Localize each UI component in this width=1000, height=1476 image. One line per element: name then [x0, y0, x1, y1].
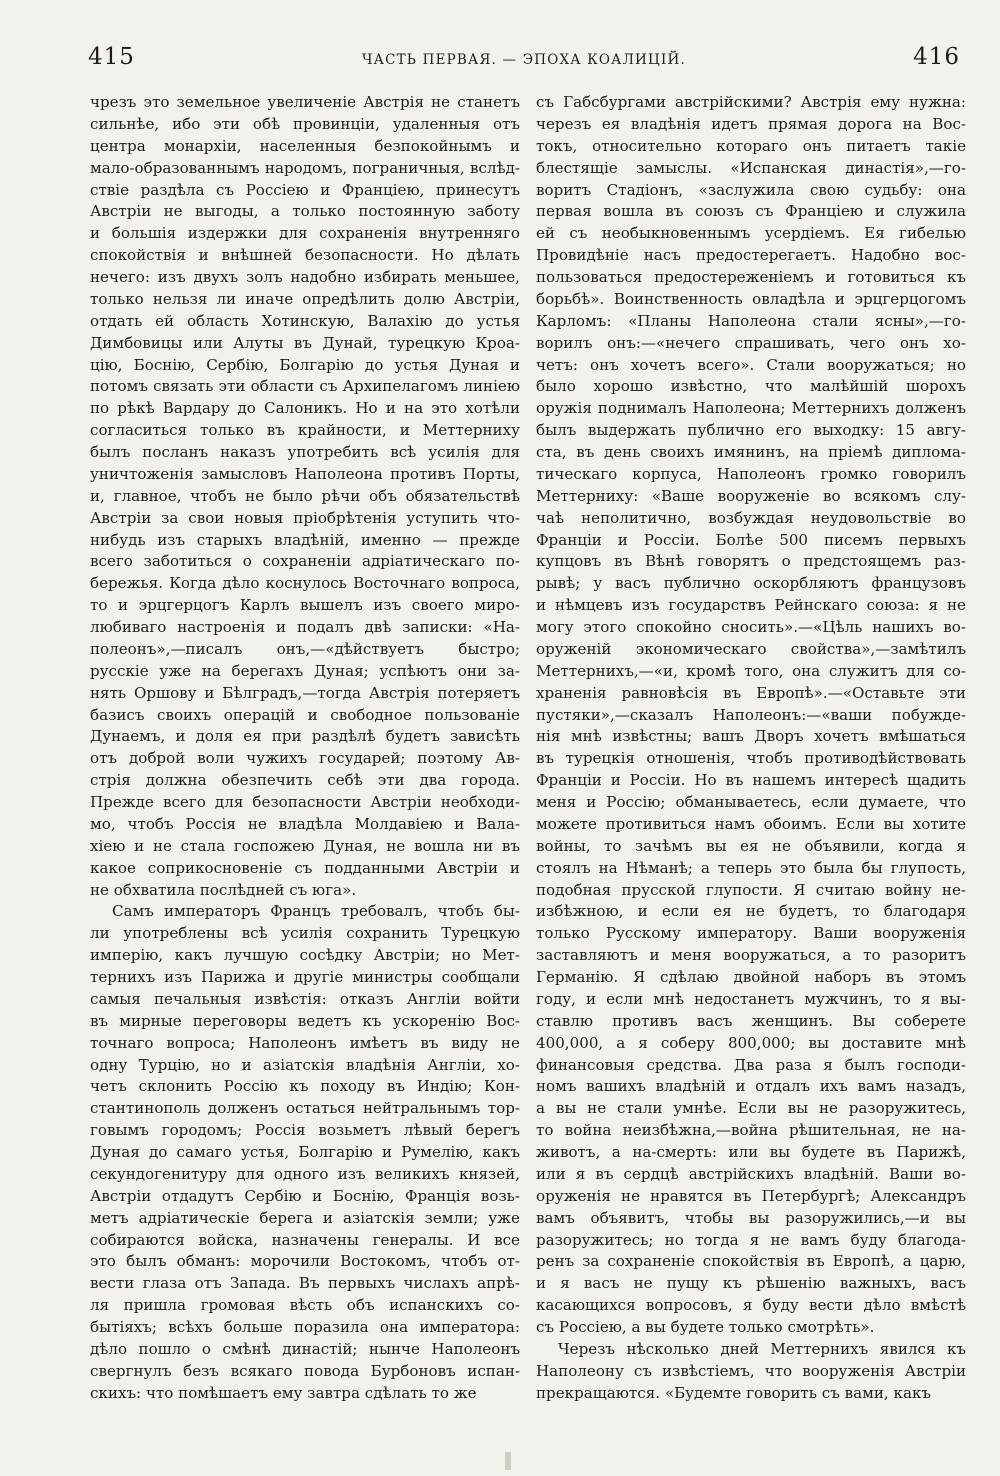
text-line: то и эрцгерцогъ Карлъ вышелъ изъ своего миро- — [90, 596, 520, 615]
text-line: пустяки»,—сказалъ Наполеонъ:—«ваши побужде- — [536, 705, 966, 724]
text-line: отъ доброй воли чужихъ государей; поэтому Ав- — [90, 749, 520, 768]
text-line: можете противиться намъ обоимъ. Если вы хотите — [536, 814, 966, 833]
text-line: воритъ Стадіонъ, «заслужила свою судьбу: она — [536, 180, 966, 199]
text-line: оружія поднималъ Наполеона; Меттернихъ долженъ — [536, 399, 966, 418]
text-line: Наполеону съ извѣстіемъ, что вооруженія Австріи — [536, 1361, 966, 1380]
text-line: разоружитесь; но тогда я не вамъ буду благода- — [536, 1230, 966, 1249]
page-number-right: 416 — [913, 44, 960, 70]
text-line: нія мнѣ извѣстны; вашъ Дворъ хочетъ вмѣшаться — [536, 727, 966, 746]
text-line: Дунаемъ, и доля ея при раздѣлѣ будетъ зависѣть — [90, 727, 520, 746]
text-line: съ Габсбургами австрійскими? Австрія ему нужна: — [536, 93, 966, 111]
text-line: храненія равновѣсія въ Европѣ».—«Оставьте эти — [536, 683, 966, 702]
running-title: ЧАСТЬ ПЕРВАЯ. — ЭПОХА КОАЛИЦІЙ. — [362, 52, 686, 68]
text-line: заставляютъ и меня вооружаться, а то разоритъ — [536, 946, 966, 965]
text-line: оруженія не нравятся въ Петербургѣ; Александръ — [536, 1186, 966, 1205]
text-line: это былъ обманъ: морочили Востокомъ, чтобъ от- — [90, 1252, 520, 1271]
text-line: съ Россіею, а вы будете только смотрѣть». — [536, 1318, 875, 1336]
text-line: потомъ связать эти области съ Архипелагомъ линіею — [90, 377, 520, 396]
text-line: касающихся вопросовъ, я буду вести дѣло вмѣстѣ — [536, 1296, 966, 1315]
text-line: рывѣ; у васъ публично оскорбляютъ французовъ — [536, 574, 966, 593]
text-line: ворилъ онъ:—«нечего спрашивать, чего онъ хо- — [536, 333, 966, 352]
text-line: цію, Боснію, Сербію, Болгарію до устья Дуная и — [90, 355, 520, 374]
text-line: или я въ сердцѣ австрійскихъ владѣній. Ваши во- — [536, 1164, 966, 1183]
text-line: центра монархіи, населенныя безпокойнымъ и — [90, 136, 520, 155]
page-number-left: 415 — [88, 44, 135, 70]
text-line: имперію, какъ лучшую сосѣдку Австріи; но Мет- — [90, 946, 520, 965]
page-header — [88, 44, 960, 78]
text-line: оруженій экономическаго свойства»,—замѣтилъ — [536, 639, 966, 658]
text-line: точнаго вопроса; Наполеонъ имѣетъ въ виду не — [90, 1033, 520, 1052]
text-line: купцовъ въ Вѣнѣ говорятъ о предстоящемъ раз- — [536, 552, 966, 571]
text-line: четъ склонить Россію къ походу въ Индію; Кон- — [90, 1077, 520, 1096]
text-line: и я васъ не пущу къ рѣшенію важныхъ, васъ — [536, 1274, 966, 1293]
text-line: какое соприкосновеніе съ подданными Австріи и — [90, 858, 520, 877]
text-line: стантинополь долженъ остаться нейтральнымъ тор- — [90, 1099, 520, 1118]
text-line: мо, чтобъ Россія не владѣла Молдавіею и Вала- — [90, 814, 520, 833]
text-line: вамъ объявитъ, чтобы вы разоружились,—и вы — [536, 1208, 966, 1227]
text-line: любиваго настроенія и подалъ двѣ записки: «На- — [90, 618, 520, 636]
text-line: только Русскому императору. Ваши вооруженія — [536, 924, 966, 943]
text-line: и, главное, чтобъ не было рѣчи объ обязательствѣ — [90, 486, 520, 505]
text-line: Карломъ: «Планы Наполеона стали ясны»,—го- — [536, 311, 966, 330]
text-line: было хорошо извѣстно, что малѣйшій шорохъ — [536, 377, 966, 396]
text-line: войны, то зачѣмъ вы ея не объявили, когда я — [536, 836, 966, 855]
text-line: мало-образованнымъ народомъ, пограничныя, вслѣд- — [90, 158, 520, 177]
text-line: нибудь изъ старыхъ владѣній, именно — прежде — [90, 530, 520, 549]
text-line: свергнулъ безъ всякаго повода Бурбоновъ испан- — [90, 1361, 520, 1380]
text-line: по рѣкѣ Вардару до Салоникъ. Но и на это хотѣли — [90, 399, 520, 418]
text-line: чаѣ неполитично, возбуждая неудовольствіе во — [536, 508, 966, 527]
text-line: ли употреблены всѣ усилія сохранить Турецкую — [90, 924, 520, 943]
text-line: Австріи не выгоды, а только постоянную заботу — [90, 202, 520, 221]
text-line: русскіе уже на берегахъ Дуная; успѣютъ они за- — [90, 661, 520, 680]
text-line: меня и Россію; обманываетесь, если думаете, что — [536, 793, 966, 811]
right-text-column — [536, 92, 966, 1405]
text-line: одну Турцію, но и азіатскія владѣнія Англіи, хо- — [90, 1055, 520, 1074]
text-line: токъ, относительно котораго онъ питаетъ такіе — [536, 136, 966, 155]
text-line: Меттерниху: «Ваше вооруженіе во всякомъ слу- — [536, 486, 966, 505]
text-line: могу этого спокойно сносить».—«Цѣль нашихъ во- — [536, 618, 966, 636]
scan-mark — [505, 1452, 511, 1470]
text-line: чрезъ это земельное увеличеніе Австрія не станетъ — [90, 93, 520, 111]
text-line: ля пришла громовая вѣсть объ испанскихъ со- — [90, 1296, 520, 1315]
text-line: четъ: онъ хочетъ всего». Стали вооружаться; но — [536, 355, 966, 374]
text-line: только нельзя ли иначе опредѣлить долю Австріи, — [90, 289, 520, 308]
text-line: не обхватила послѣдней съ юга». — [90, 880, 357, 899]
text-line: Димбовицы или Алуты въ Дунай, турецкую Кроа- — [90, 333, 520, 352]
text-line: ставлю противъ васъ женщинъ. Вы соберете — [536, 1011, 966, 1030]
text-line: согласиться только въ крайности, и Меттерниху — [90, 421, 520, 440]
text-line: въ турецкія отношенія, чтобъ противодѣйствовать — [536, 749, 966, 768]
text-line: 400,000, а я соберу 800,000; вы доставите мнѣ — [536, 1033, 966, 1052]
text-line: полеонъ»,—писалъ онъ,—«дѣйствуетъ быстро; — [90, 639, 520, 658]
text-line: Франціи и Россіи. Но въ нашемъ интересѣ щадить — [536, 771, 966, 790]
text-line: Франціи и Россіи. Болѣе 500 писемъ первыхъ — [536, 530, 966, 549]
text-line: ей съ необыкновеннымъ усердіемъ. Ея гибелью — [536, 224, 966, 243]
text-line: метъ адріатическіе берега и азіатскія земли; уже — [90, 1208, 520, 1227]
text-line: всего заботиться о сохраненіи адріатическаго по- — [90, 552, 520, 571]
text-line: Черезъ нѣсколько дней Меттернихъ явился къ — [558, 1339, 966, 1358]
text-line: животъ, а на-смерть: или вы будете въ Парижѣ, — [536, 1143, 966, 1161]
text-line: и большія издержки для сохраненія внутренняго — [90, 224, 520, 243]
text-line: подобная прусской глупости. Я считаю войну не- — [536, 880, 966, 899]
text-line: самыя печальныя извѣстія: отказъ Англіи войти — [90, 989, 520, 1008]
text-line: скихъ: что помѣшаетъ ему завтра сдѣлать то же — [90, 1383, 477, 1402]
text-line: блестящіе замыслы. «Испанская династія»,—го- — [536, 158, 966, 177]
text-line: спокойствія и внѣшней безопасности. Но дѣлать — [90, 246, 520, 265]
text-line: нечего: изъ двухъ золъ надобно избирать меньшее, — [90, 268, 520, 286]
text-line: Австріи за свои новыя пріобрѣтенія уступить что- — [90, 508, 520, 527]
text-line: отдать ей область Хотинскую, Валахію до устья — [90, 311, 520, 330]
text-line: и нѣмцевъ изъ государствъ Рейнскаго союза: я не — [536, 596, 966, 615]
text-line: финансовыя средства. Два раза я былъ господи- — [536, 1055, 966, 1074]
text-line: прекращаются. «Будемте говорить съ вами, какъ — [536, 1383, 931, 1402]
text-line: то война неизбѣжна,—война рѣшительная, не на- — [536, 1121, 966, 1140]
text-line: номъ вашихъ владѣній и отдалъ ихъ вамъ назадъ, — [536, 1077, 966, 1096]
text-line: дѣло пошло о смѣнѣ династій; нынче Наполеонъ — [90, 1339, 520, 1358]
text-line: черезъ ея владѣнія идетъ прямая дорога на Вос- — [536, 114, 966, 133]
text-line: ренъ за сохраненіе спокойствія въ Европѣ, а царю, — [536, 1252, 966, 1271]
text-line: Германію. Я сдѣлаю двойной наборъ въ этомъ — [536, 968, 966, 986]
text-line: бытіяхъ; всѣхъ больше поразила она императора: — [90, 1318, 520, 1336]
text-line: Дуная до самаго устья, Болгарію и Румелію, какъ — [90, 1143, 520, 1161]
left-text-column — [90, 92, 520, 1405]
text-line: ста, въ день своихъ имянинъ, на пріемѣ диплома- — [536, 443, 966, 461]
text-line: бережья. Когда дѣло коснулось Восточнаго вопроса, — [90, 574, 520, 593]
text-line: Прежде всего для безопасности Австріи необходи- — [90, 793, 520, 811]
text-line: хіею и не стала госпожею Дуная, не вошла ни въ — [90, 836, 520, 855]
text-line: говымъ городомъ; Россія возьметъ лѣвый берегъ — [90, 1121, 520, 1140]
text-line: тическаго корпуса, Наполеонъ громко говорилъ — [536, 464, 966, 483]
text-line: былъ выдержать публично его выходку: 15 авгу- — [536, 421, 966, 440]
text-line: ствіе раздѣла съ Россіею и Франціею, принесутъ — [90, 180, 520, 199]
text-line: собираются войска, назначены генералы. И все — [90, 1230, 520, 1249]
text-line: базисъ своихъ операцій и свободное пользованіе — [90, 705, 520, 724]
text-line: Меттернихъ,—«и, кромѣ того, она служитъ для со- — [536, 661, 966, 680]
text-line: году, и если мнѣ недостанетъ мужчинъ, то я вы- — [536, 989, 966, 1008]
text-line: былъ посланъ наказъ употребить всѣ усилія для — [90, 443, 520, 461]
text-line: уничтоженія замысловъ Наполеона противъ Порты, — [90, 464, 520, 483]
text-line: нять Оршову и Бѣлградъ,—тогда Австрія потеряетъ — [90, 683, 520, 702]
text-line: вести глаза отъ Запада. Въ первыхъ числахъ апрѣ- — [90, 1274, 520, 1293]
text-line: избѣжною, и если ея не будетъ, то благодаря — [536, 902, 966, 921]
text-line: сильнѣе, ибо эти обѣ провинціи, удаленныя отъ — [90, 114, 520, 133]
text-line: первая вошла въ союзъ съ Франціею и служила — [536, 202, 966, 221]
text-line: а вы не стали умнѣе. Если вы не разоружитесь, — [536, 1099, 966, 1118]
text-line: борьбѣ». Воинственность овладѣла и эрцгерцогомъ — [536, 289, 966, 308]
text-line: тернихъ изъ Парижа и другіе министры сообщали — [90, 968, 520, 986]
text-line: въ мирные переговоры ведетъ къ ускоренію Вос- — [90, 1011, 520, 1030]
text-line: пользоваться предостереженіемъ и готовиться къ — [536, 268, 966, 286]
text-line: Самъ императоръ Францъ требовалъ, чтобъ бы- — [112, 902, 520, 921]
text-line: Провидѣніе насъ предостерегаетъ. Надобно вос- — [536, 246, 966, 265]
text-line: стрія должна обезпечить себѣ эти два города. — [90, 771, 520, 790]
text-line: Австріи отдадутъ Сербію и Боснію, Франція возь- — [90, 1186, 520, 1205]
text-line: секундогенитуру для одного изъ великихъ князей, — [90, 1164, 520, 1183]
text-line: стоялъ на Нѣманѣ; а теперь это была бы глупость, — [536, 858, 966, 877]
